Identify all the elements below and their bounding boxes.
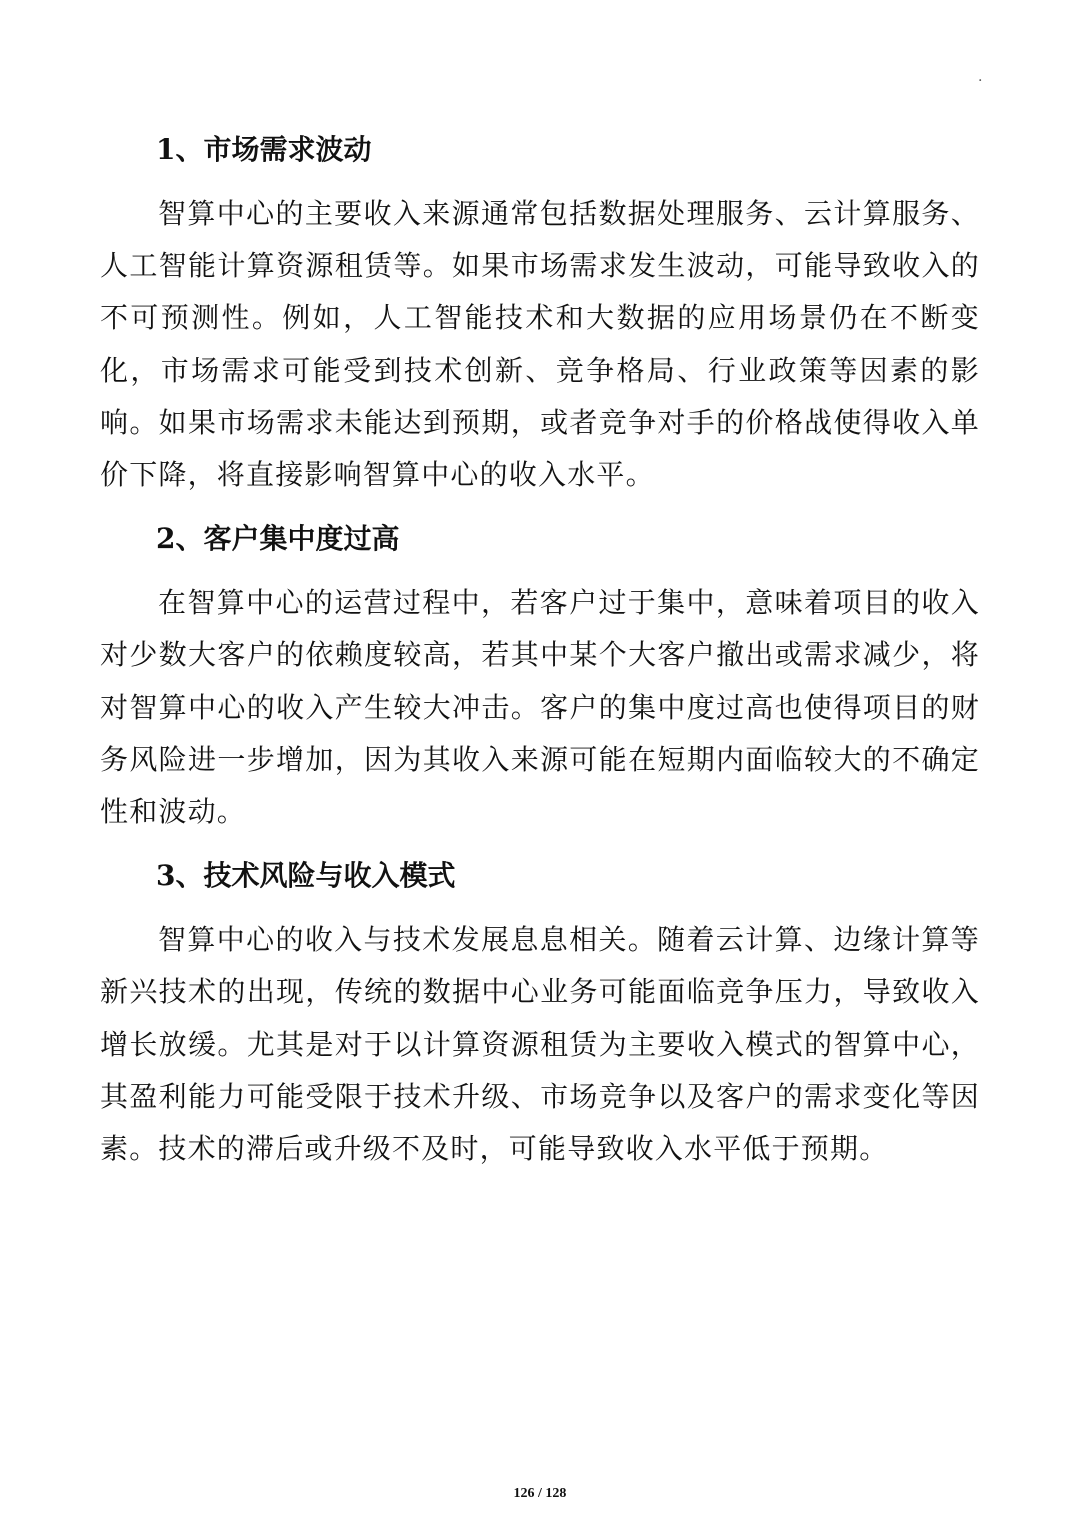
section-paragraph: 在智算中心的运营过程中，若客户过于集中，意味着项目的收入对少数大客户的依赖度较高，若其中某个大客户撤出或需求减少，将对智算中心的收入产生较大冲击。客户的集中度过高也使得项目的财务风险进一步增加，因为其收入来源可能在短期内面临较大的不确定性和波动。 [100, 586, 980, 829]
document-body [100, 124, 980, 1175]
section-heading: 1、市场需求波动 [156, 133, 372, 166]
corner-mark: . [978, 69, 983, 85]
section-market-demand [100, 124, 980, 513]
section-paragraph: 智算中心的收入与技术发展息息相关。随着云计算、边缘计算等新兴技术的出现，传统的数据中心业务可能面临竞争压力，导致收入增长放缓。尤其是对于以计算资源租赁为主要收入模式的智算中心，其盈利能力可能受限于技术升级、市场竞争以及客户的需求变化等因素。技术的滞后或升级不及时，可能导致收入水平低于预期。 [100, 923, 980, 1166]
section-heading: 3、技术风险与收入模式 [156, 859, 456, 893]
section-technology-risk [100, 850, 980, 1175]
section-customer-concentration [100, 513, 980, 850]
page-number: 126 / 128 [513, 1486, 567, 1501]
section-paragraph: 智算中心的主要收入来源通常包括数据处理服务、云计算服务、人工智能计算资源租赁等。如果市场需求发生波动，可能导致收入的不可预测性。例如，人工智能技术和大数据的应用场景仍在不断变化，市场需求可能受到技术创新、竞争格局、行业政策等因素的影响。如果市场需求未能达到预期，或者竞争对手的价格战使得收入单价下降，将直接影响智算中心的收入水平。 [100, 197, 980, 492]
section-heading: 2、客户集中度过高 [156, 522, 400, 556]
